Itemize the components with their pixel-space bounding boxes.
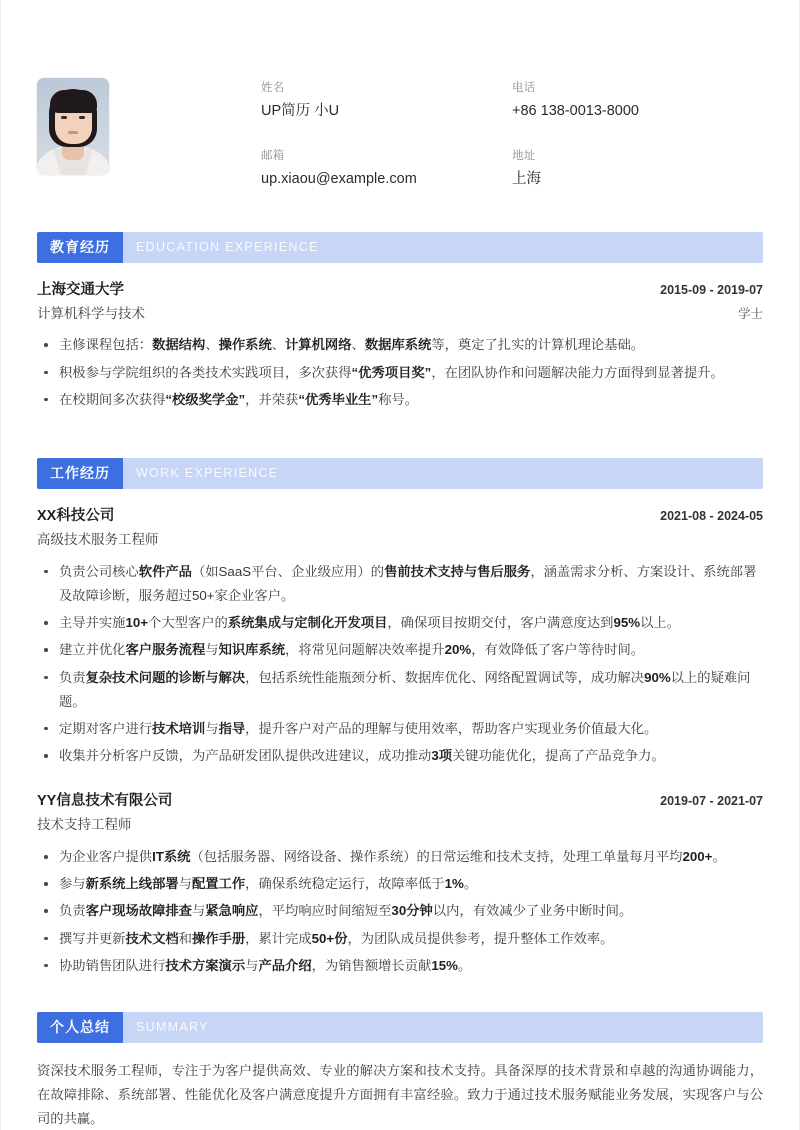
bullet-item: 参与新系统上线部署与配置工作，确保系统稳定运行，故障率低于1%。 (37, 872, 763, 896)
section-education (1, 232, 799, 412)
section-badge-education: 教育经历 (37, 232, 123, 263)
bullet-item: 收集并分析客户反馈，为产品研发团队提供改进建议，成功推动3项关键功能优化，提高了产品竞争力。 (37, 744, 763, 768)
bullet-item: 建立并优化客户服务流程与知识库系统，将常见问题解决效率提升20%，有效降低了客户等待时间。 (37, 638, 763, 662)
work-role-2: 技术支持工程师 (37, 817, 132, 833)
work-date-1: 2021-08 - 2024-05 (660, 508, 763, 523)
spacer-between-jobs (37, 772, 763, 790)
work-company-2: YY信息技术有限公司 (37, 793, 173, 810)
work-date-2: 2019-07 - 2021-07 (660, 794, 763, 809)
section-work (1, 458, 799, 978)
contact-field-name (261, 80, 512, 122)
contact-label-name: 姓名 (261, 82, 285, 94)
bullet-item: 负责公司核心软件产品（如SaaS平台、企业级应用）的售前技术支持与售后服务，涵盖需求分析、方案设计、系统部署及故障诊断，服务超过50+家企业客户。 (37, 560, 763, 608)
portrait-photo (37, 78, 109, 175)
contact-value-address: 上海 (512, 171, 541, 188)
section-subtitle-summary: SUMMARY (136, 1020, 209, 1035)
education-entry (37, 279, 763, 412)
bullet-item: 在校期间多次获得“校级奖学金”，并荣获“优秀毕业生”称号。 (37, 388, 763, 412)
bullet-item: 主导并实施10+个大型客户的系统集成与定制化开发项目，确保项目按期交付，客户满意度达到95%以上。 (37, 611, 763, 635)
photo-eye-right (79, 116, 85, 119)
section-badge-summary: 个人总结 (37, 1012, 123, 1043)
education-school: 上海交通大学 (37, 281, 124, 298)
section-subtitle-education: EDUCATION EXPERIENCE (136, 240, 319, 255)
section-header-summary (37, 1012, 763, 1043)
bullet-item: 定期对客户进行技术培训与指导，提升客户对产品的理解与使用效率，帮助客户实现业务价值最大化。 (37, 717, 763, 741)
spacer-after-header (1, 190, 799, 232)
work-bullets-1 (37, 560, 763, 769)
bullet-item: 协助销售团队进行技术方案演示与产品介绍，为销售额增长贡献15%。 (37, 954, 763, 978)
contact-value-email: up.xiaou@example.com (261, 171, 417, 188)
education-major: 计算机科学与技术 (37, 305, 145, 321)
photo-mouth (68, 131, 78, 134)
bullet-item: 为企业客户提供IT系统（包括服务器、网络设备、操作系统）的日常运维和技术支持，处理工单量每月平均200+。 (37, 845, 763, 869)
bullet-item: 主修课程包括：数据结构、操作系统、计算机网络、数据库系统等，奠定了扎实的计算机理论基础。 (37, 333, 763, 357)
summary-paragraph: 资深技术服务工程师，专注于为客户提供高效、专业的解决方案和技术支持。具备深厚的技术背景和卓越的沟通协调能力，在故障排除、系统部署、性能优化及客户满意度提升方面拥有丰富经验。致力于通过技术服务赋能业务发展，实现客户与公司的共赢。 (37, 1062, 763, 1127)
contact-field-email (261, 148, 512, 190)
work-bullets-2 (37, 845, 763, 978)
bullet-item: 撰写并更新技术文档和操作手册，累计完成50+份，为团队成员提供参考，提升整体工作效率。 (37, 927, 763, 951)
resume-header (1, 0, 799, 190)
contact-label-email: 邮箱 (261, 149, 285, 162)
contact-field-address (512, 148, 763, 190)
work-company-1: XX科技公司 (37, 507, 115, 524)
work-role-1: 高级技术服务工程师 (37, 532, 159, 548)
section-subtitle-work: WORK EXPERIENCE (136, 466, 279, 481)
work-entry-2-sub (37, 814, 763, 836)
work-entry-2-top (37, 790, 763, 813)
education-entry-sub (37, 303, 763, 325)
work-entry-1 (37, 505, 763, 768)
contact-field-phone (512, 80, 763, 122)
photo-eye-left (61, 116, 67, 119)
bullet-item: 负责客户现场故障排查与紧急响应，平均响应时间缩短至30分钟以内，有效减少了业务中断时间。 (37, 899, 763, 923)
work-entry-1-sub (37, 529, 763, 551)
contact-grid (261, 80, 763, 190)
education-date: 2015-09 - 2019-07 (660, 282, 763, 297)
bullet-item: 积极参与学院组织的各类技术实践项目，多次获得“优秀项目奖”，在团队协作和问题解决能力方面得到显著提升。 (37, 361, 763, 385)
work-entry-2 (37, 790, 763, 978)
contact-label-address: 地址 (512, 149, 536, 162)
education-entry-top (37, 279, 763, 302)
education-degree: 学士 (737, 306, 763, 321)
contact-label-phone: 电话 (512, 82, 536, 94)
section-header-work (37, 458, 763, 489)
spacer-after-education (1, 416, 799, 458)
work-entry-1-top (37, 505, 763, 528)
photo-hair-front (50, 90, 97, 113)
section-badge-work: 工作经历 (37, 458, 123, 489)
contact-value-phone: +86 138-0013-8000 (512, 103, 639, 120)
spacer-after-work (1, 982, 799, 1012)
education-bullets (37, 333, 763, 412)
bullet-item: 负责复杂技术问题的诊断与解决，包括系统性能瓶颈分析、数据库优化、网络配置调试等，成功解决90%以上的疑难问题。 (37, 666, 763, 714)
section-summary (1, 1012, 799, 1130)
section-header-education (37, 232, 763, 263)
contact-value-name: UP简历 小U (261, 103, 340, 120)
